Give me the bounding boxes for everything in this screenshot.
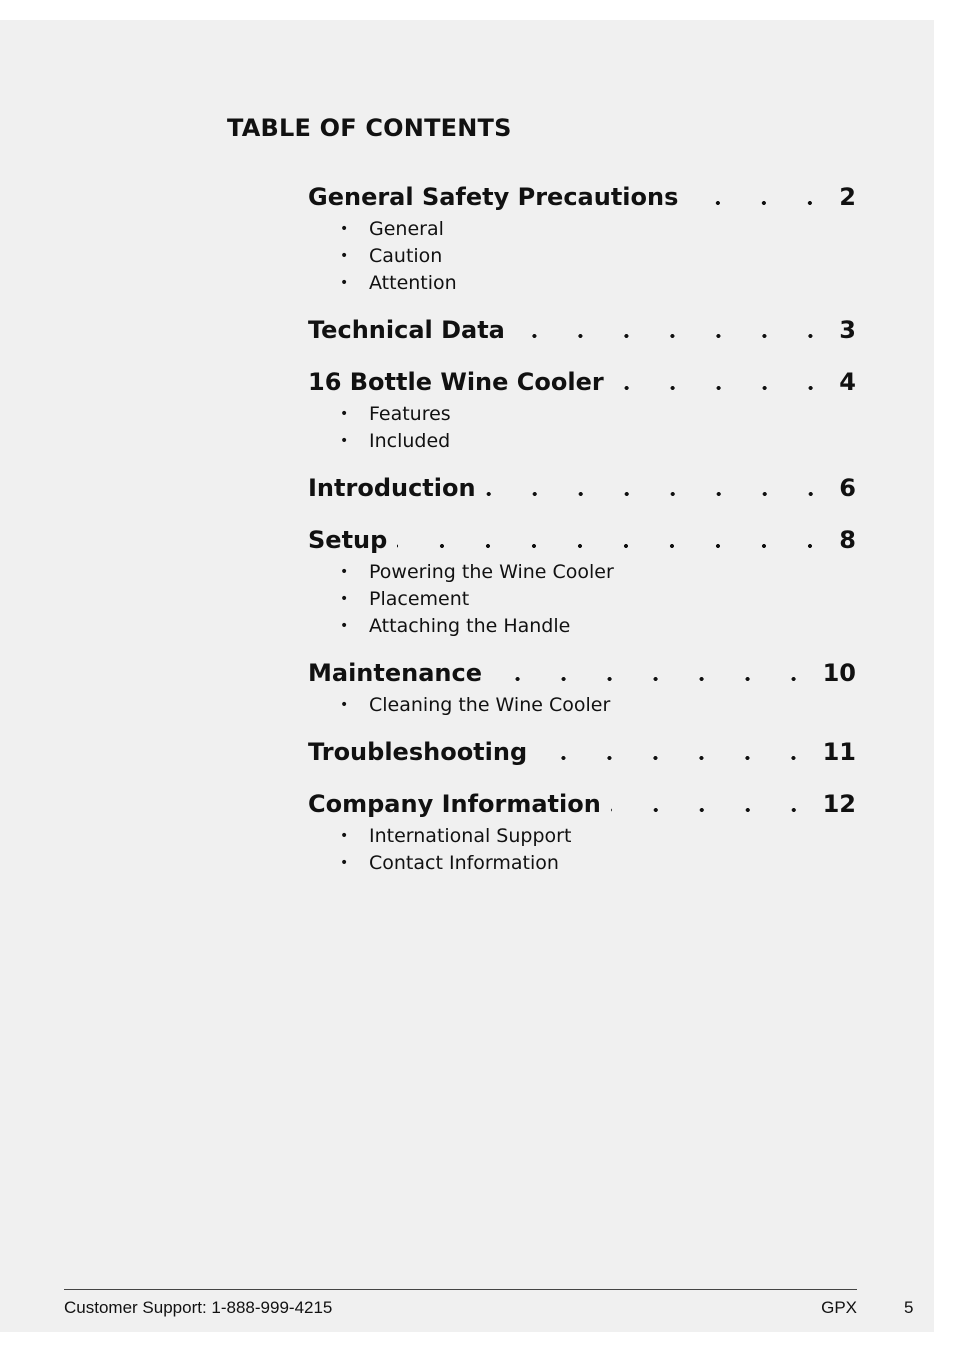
toc-entry-setup: [308, 521, 856, 640]
bullet-icon: •: [340, 855, 349, 871]
toc-heading: TABLE OF CONTENTS: [227, 114, 512, 142]
toc-subitem[interactable]: • General: [340, 216, 856, 243]
toc-entry-title: Setup: [308, 526, 397, 554]
dot-leader: [537, 733, 816, 771]
toc-entry-general-safety: [308, 178, 856, 297]
bullet-icon: •: [340, 406, 349, 422]
toc-subitem[interactable]: • Contact Information: [340, 850, 856, 877]
toc-subitem[interactable]: • Attention: [340, 270, 856, 297]
toc-entry-title: 16 Bottle Wine Cooler: [308, 368, 614, 396]
bullet-icon: •: [340, 221, 349, 237]
toc-entry-title: Technical Data: [308, 316, 515, 344]
toc-entry-link[interactable]: [308, 654, 856, 692]
toc-entry-page: 3: [833, 316, 856, 344]
toc-subitems: [308, 216, 856, 297]
dot-leader: [611, 785, 817, 823]
toc-subitem[interactable]: • Cleaning the Wine Cooler: [340, 692, 856, 719]
toc-entry-page: 6: [833, 474, 856, 502]
bullet-icon: •: [340, 618, 349, 634]
toc-entry-link[interactable]: [308, 521, 856, 559]
toc-entry-link[interactable]: [308, 363, 856, 401]
toc-entry-wine-cooler: [308, 363, 856, 455]
toc-entry-link[interactable]: [308, 178, 856, 216]
bullet-icon: •: [340, 275, 349, 291]
bullet-icon: •: [340, 697, 349, 713]
toc-subitems: [308, 823, 856, 877]
toc-entry-troubleshooting: [308, 733, 856, 771]
footer-page-number: 5: [904, 1298, 914, 1317]
toc-subitems: [308, 559, 856, 640]
toc-subitem[interactable]: • Placement: [340, 586, 856, 613]
bullet-icon: •: [340, 828, 349, 844]
bullet-icon: •: [340, 248, 349, 264]
toc-entry-link[interactable]: [308, 733, 856, 771]
toc-subitem[interactable]: • Caution: [340, 243, 856, 270]
toc-entry-introduction: [308, 469, 856, 507]
toc-subitem[interactable]: • Attaching the Handle: [340, 613, 856, 640]
toc-entry-title: Maintenance: [308, 659, 492, 687]
toc-entry-page: 12: [817, 790, 856, 818]
toc-subitem[interactable]: • Features: [340, 401, 856, 428]
footer-support-text: Customer Support: 1-888-999-4215: [64, 1298, 333, 1317]
dot-leader: [492, 654, 817, 692]
bullet-icon: •: [340, 433, 349, 449]
toc-entry-title: Troubleshooting: [308, 738, 537, 766]
footer-divider: [64, 1289, 857, 1290]
toc-entry-technical-data: [308, 311, 856, 349]
toc-subitem[interactable]: • International Support: [340, 823, 856, 850]
bullet-icon: •: [340, 564, 349, 580]
dot-leader: [515, 311, 833, 349]
dot-leader: [688, 178, 833, 216]
toc-entry-link[interactable]: [308, 469, 856, 507]
toc-entry-link[interactable]: [308, 785, 856, 823]
table-of-contents: [308, 178, 856, 877]
toc-subitem[interactable]: • Included: [340, 428, 856, 455]
bullet-icon: •: [340, 591, 349, 607]
toc-entry-company-information: [308, 785, 856, 877]
toc-subitems: [308, 692, 856, 719]
dot-leader: [614, 363, 834, 401]
toc-entry-title: General Safety Precautions: [308, 183, 688, 211]
toc-subitem[interactable]: • Powering the Wine Cooler: [340, 559, 856, 586]
dot-leader: [397, 521, 833, 559]
toc-entry-page: 10: [817, 659, 856, 687]
footer-brand: GPX: [821, 1298, 857, 1317]
toc-entry-link[interactable]: [308, 311, 856, 349]
toc-entry-page: 8: [833, 526, 856, 554]
toc-subitems: [308, 401, 856, 455]
toc-entry-title: Company Information: [308, 790, 611, 818]
dot-leader: [486, 469, 834, 507]
toc-entry-page: 2: [833, 183, 856, 211]
toc-entry-maintenance: [308, 654, 856, 719]
toc-entry-title: Introduction: [308, 474, 486, 502]
toc-entry-page: 4: [833, 368, 856, 396]
toc-entry-page: 11: [817, 738, 856, 766]
